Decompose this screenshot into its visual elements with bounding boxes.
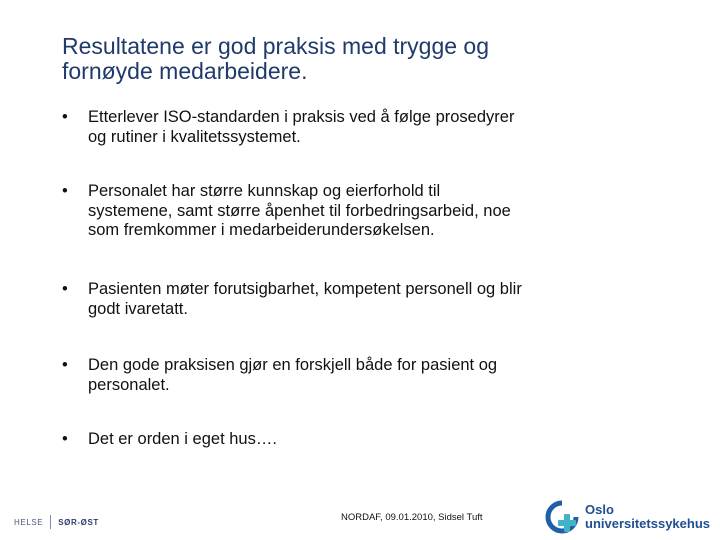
bullet-item-2 [62, 182, 662, 241]
bullet-marker: • [62, 430, 68, 448]
hospital-cross-icon [545, 500, 579, 534]
logo-divider [50, 515, 51, 529]
bullet-text [88, 182, 662, 241]
bullet-text [88, 280, 662, 319]
bullet-line: personalet. [88, 375, 170, 394]
bullet-text [88, 356, 662, 395]
bullet-text [88, 108, 662, 147]
bullet-line: Den gode praksisen gjør en forskjell både for pasient og [88, 356, 498, 374]
bullet-line: Personalet har større kunnskap og eierforhold til [88, 182, 441, 200]
title-line-2: fornøyde medarbeidere. [62, 58, 308, 84]
bullet-item-1 [62, 108, 662, 147]
bullet-line: systemene, samt større åpenhet til forbedringsarbeid, noe [88, 201, 511, 220]
bullet-line: som fremkommer i medarbeiderundersøkelsen. [88, 221, 435, 239]
bullet-line: Det er orden i eget hus…. [88, 430, 277, 448]
bullet-line: Pasienten møter forutsigbarhet, kompetent personell og blir [88, 280, 522, 298]
sor-ost-logo-text: SØR-ØST [58, 517, 99, 527]
helse-sor-ost-logo [14, 512, 99, 532]
bullet-item-5 [62, 430, 662, 450]
bullet-marker: • [62, 356, 68, 374]
bullet-line: godt ivaretatt. [88, 299, 188, 318]
bullet-item-4 [62, 356, 662, 395]
bullet-marker: • [62, 182, 68, 200]
bullet-marker: • [62, 108, 68, 126]
bullet-marker: • [62, 280, 68, 298]
logo-line-2: universitetssykehus [585, 516, 711, 531]
bullet-item-3 [62, 280, 662, 319]
footer-credit: NORDAF, 09.01.2010, Sidsel Tuft [341, 512, 483, 523]
title-line-1: Resultatene er god praksis med trygge og [62, 33, 490, 59]
oslo-universitetssykehus-logo [545, 498, 715, 536]
slide-title [62, 34, 662, 84]
bullet-line: Etterlever ISO-standarden i praksis ved å følge prosedyrer [88, 108, 515, 126]
bullet-line: og rutiner i kvalitetssystemet. [88, 127, 301, 146]
bullet-text [88, 430, 662, 450]
helse-logo-text: HELSE [14, 517, 44, 527]
logo-line-1: Oslo [585, 502, 614, 517]
logo-wordmark [585, 503, 710, 531]
